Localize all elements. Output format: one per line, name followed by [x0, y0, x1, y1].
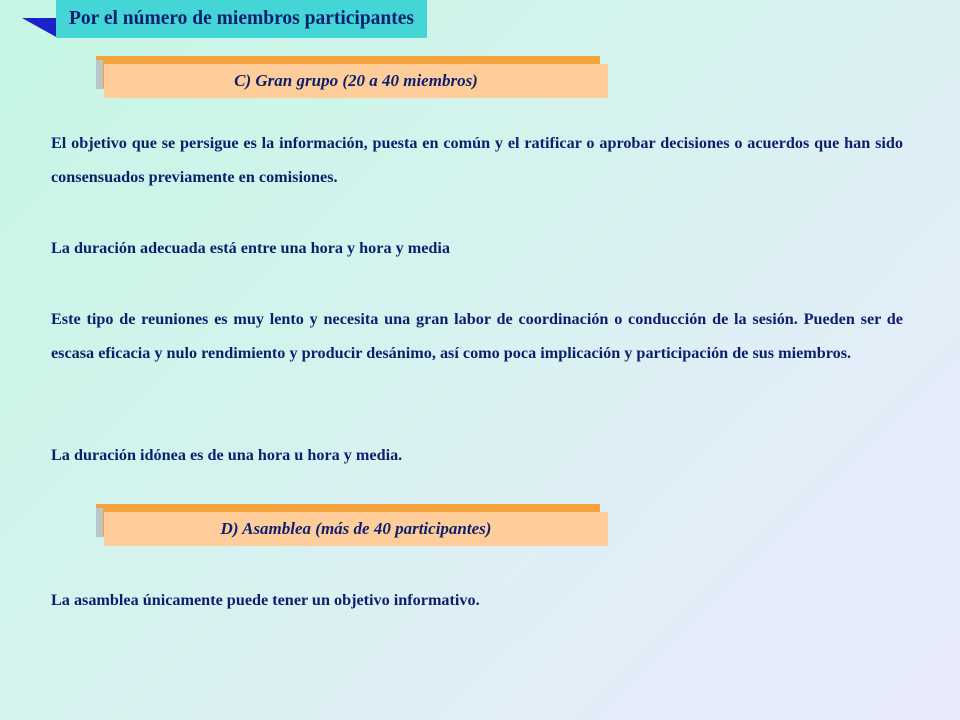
slide-title-text: Por el número de miembros participantes [69, 8, 415, 29]
section-header-d-label [104, 512, 608, 546]
paragraph-duration-ideal: La duración idónea es de una hora u hora y media. [51, 446, 403, 464]
paragraph-objective: El objetivo que se persigue es la información, puesta en común y el ratificar o aprobar decisiones o acuerdos que han sido consensuados previamente en comisiones. [51, 134, 903, 186]
section-header-d-text: D) Asamblea (más de 40 participantes) [220, 519, 492, 538]
slide-title [56, 0, 427, 38]
section-header-c-text: C) Gran grupo (20 a 40 miembros) [234, 71, 478, 90]
paragraph-duration-adequate: La duración adecuada está entre una hora y hora y media [51, 239, 451, 257]
corner-triangle-icon [22, 18, 58, 38]
paragraph-meeting-type: Este tipo de reuniones es muy lento y necesita una gran labor de coordinación o conducción de la sesión. Pueden ser de escasa eficacia y nulo rendimiento y producir desánimo, así como poca implicación y participación de sus miembros. [51, 310, 903, 362]
paragraph-assembly: La asamblea únicamente puede tener un objetivo informativo. [51, 591, 480, 609]
section-header-c-label [104, 64, 608, 98]
section-header-d [96, 504, 608, 540]
section-header-c [96, 56, 608, 92]
